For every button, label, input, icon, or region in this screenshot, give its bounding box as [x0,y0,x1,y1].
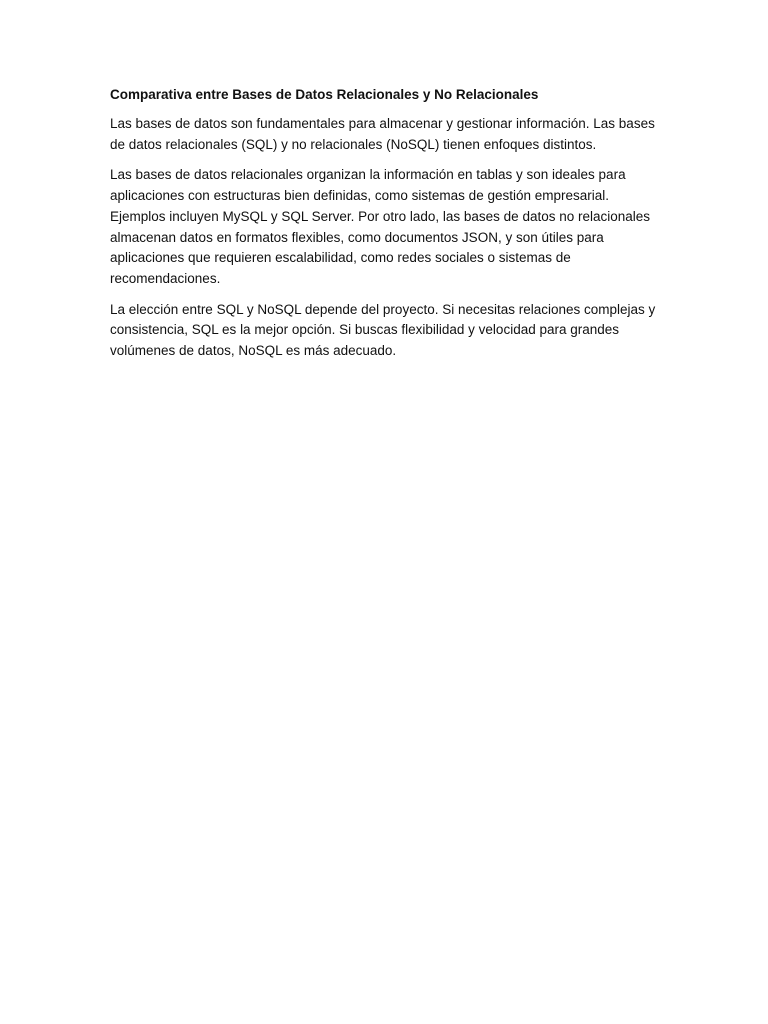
paragraph-conclusion: La elección entre SQL y NoSQL depende del proyecto. Si necesitas relaciones complejas y consistencia, SQL es la mejor opción. Si buscas flexibilidad y velocidad para grandes volúmenes de datos, NoSQL es más adecuado. [110,301,656,359]
paragraph-comparison: Las bases de datos relacionales organizan la información en tablas y son ideales para aplicaciones con estructuras bien definidas, como sistemas de gestión empresarial. Ejemplos incluyen MySQL y SQL Server. Por otro lado, las bases de datos no relacionales almacenan datos en formatos flexibles, como documentos JSON, y son útiles para aplicaciones que requieren escalabilidad, como redes sociales o sistemas de recomendaciones. [110,167,651,286]
document-title: Comparativa entre Bases de Datos Relacionales y No Relacionales [110,87,539,102]
paragraph-intro: Las bases de datos son fundamentales para almacenar y gestionar información. Las bases de datos relacionales (SQL) y no relacionales (NoSQL) tienen enfoques distintos. [110,116,655,152]
